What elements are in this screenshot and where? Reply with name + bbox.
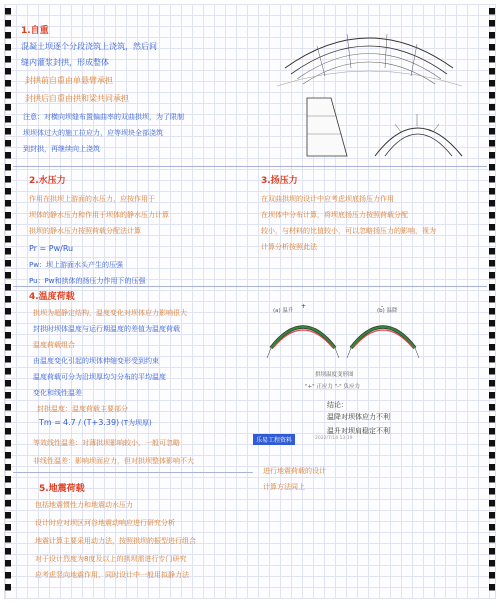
binding-rings-left bbox=[5, 8, 11, 595]
section-2-title: 2.水压力 bbox=[29, 176, 66, 186]
section-4-line: 变化和线性温差 bbox=[33, 389, 82, 397]
figure-note-title: 结论： bbox=[327, 401, 348, 409]
temp-formula-label: Tm = bbox=[39, 418, 61, 427]
divider bbox=[13, 286, 487, 287]
section-5-line: 地震计算主要采用动力法，按照拱坝的振型进行组合 bbox=[35, 537, 196, 545]
binding-rings-right bbox=[489, 8, 495, 595]
section-4-line: 非线性温差：影响坝面应力，但对拱坝整体影响不大 bbox=[33, 457, 194, 465]
section-2-line: Pw：坝上游面水头产生的压强 bbox=[29, 261, 123, 269]
section-4-line: 由温度变化引起的坝体伸缩变形受到约束 bbox=[33, 357, 159, 365]
section-5-line: 对于设计烈度为8度及以上的拱坝需进行专门研究 bbox=[35, 555, 187, 563]
temp-formula-suffix: (T为坝厚) bbox=[121, 419, 152, 427]
section-5-line: 包括地震惯性力和地震动水压力 bbox=[35, 501, 133, 509]
section-2-line: 作用在拱坝上游面的水压力，应按作用于 bbox=[29, 195, 155, 203]
divider bbox=[13, 472, 253, 473]
section-2-formula: Pr = Pw/Ru bbox=[29, 244, 74, 253]
section-5-line: 应考虑竖向地震作用，同时设计中一般用拟静力法 bbox=[35, 571, 189, 579]
section-4-line: 封拱温度：温度荷载主要部分 bbox=[37, 405, 128, 413]
watermark: 乐易工程资料 bbox=[253, 434, 295, 445]
section-2-line: 坝体的静水压力和作用于坝体的静水压力计算 bbox=[29, 211, 169, 219]
section-1-line: 坝坝体过大的施工拉应力，应等坝块全部浇筑 bbox=[23, 129, 163, 137]
figure-label-b: (b) 温降 bbox=[377, 308, 398, 314]
section-4-title: 4.温度荷载 bbox=[29, 292, 75, 302]
figure-note-line: 温降对坝体应力不利 bbox=[327, 413, 390, 421]
side-note-line: 进行地震荷载的设计 bbox=[263, 467, 326, 475]
section-3-title: 3.扬压力 bbox=[261, 176, 298, 186]
section-2-line: 拱坝的静水压力按照荷载分配法计算 bbox=[29, 227, 141, 235]
notebook-page bbox=[4, 4, 496, 599]
section-4-line: 温度荷载可分为沿坝厚均匀分布的平均温度 bbox=[33, 373, 166, 381]
section-3-line: 在双曲拱坝的设计中应考虑坝底扬压力作用 bbox=[261, 195, 394, 203]
section-1-line: 封拱后自重由拱和梁共同承担 bbox=[25, 94, 129, 103]
figure-note-line: 温升对坝肩稳定不利 bbox=[327, 427, 390, 435]
section-5-line: 设计时应对坝区河谷地震动响应进行研究分析 bbox=[35, 519, 175, 527]
side-note-line: 计算方法同上 bbox=[263, 483, 305, 491]
section-1-title: 1.自重 bbox=[21, 26, 49, 36]
section-1-line: 到封拱，再继续向上浇筑 bbox=[23, 145, 100, 153]
figure-caption: 拱坝温度变形图 bbox=[315, 372, 354, 378]
figure-label-a: (a) 温升 bbox=[273, 308, 294, 314]
section-4-line: 等效线性温差：对薄拱坝影响较小，一般可忽略 bbox=[33, 439, 180, 447]
section-1-line: 混凝土坝逐个分段浇筑上浇筑，然后间 bbox=[21, 42, 157, 51]
section-1-line: 注意：对横向坝缝布置偏曲率的双曲拱坝，为了限制 bbox=[23, 113, 184, 121]
timestamp: 2022/7/14 13:19 bbox=[315, 436, 353, 441]
section-2-line: Pu：Pw和拱体的扬压力作用下的压强 bbox=[29, 277, 146, 285]
section-4-line: 封拱时坝体温度与运行期温度的差值为温度荷载 bbox=[33, 325, 180, 333]
section-1-line: 封拱前自重由单悬臂承担 bbox=[25, 76, 113, 85]
section-3-line: 计算分析按照此法 bbox=[261, 243, 317, 251]
section-4-line: 温度荷载组合 bbox=[33, 341, 75, 349]
section-3-line: 较小，与材料的比值较小，可以忽略扬压力的影响，视为 bbox=[261, 227, 436, 235]
section-4-line: 拱坝为超静定结构，温度变化对坝体应力影响很大 bbox=[33, 309, 187, 317]
figure-legend: "+" 正应力 "-" 负应力 bbox=[305, 384, 360, 390]
section-1-line: 缝内灌浆封拱，形成整体 bbox=[21, 58, 109, 67]
dam-plan-sketch bbox=[267, 16, 472, 166]
figure-plus-sign: + bbox=[301, 303, 307, 310]
section-3-line: 在坝体中分布计算，将坝底扬压力按照荷载分配 bbox=[261, 211, 408, 219]
temp-formula-value: 4.7 / (T+3.39) bbox=[63, 418, 120, 427]
divider bbox=[13, 166, 487, 167]
figure-minus-sign: - bbox=[381, 303, 384, 310]
section-5-title: 5.地震荷载 bbox=[39, 484, 85, 494]
